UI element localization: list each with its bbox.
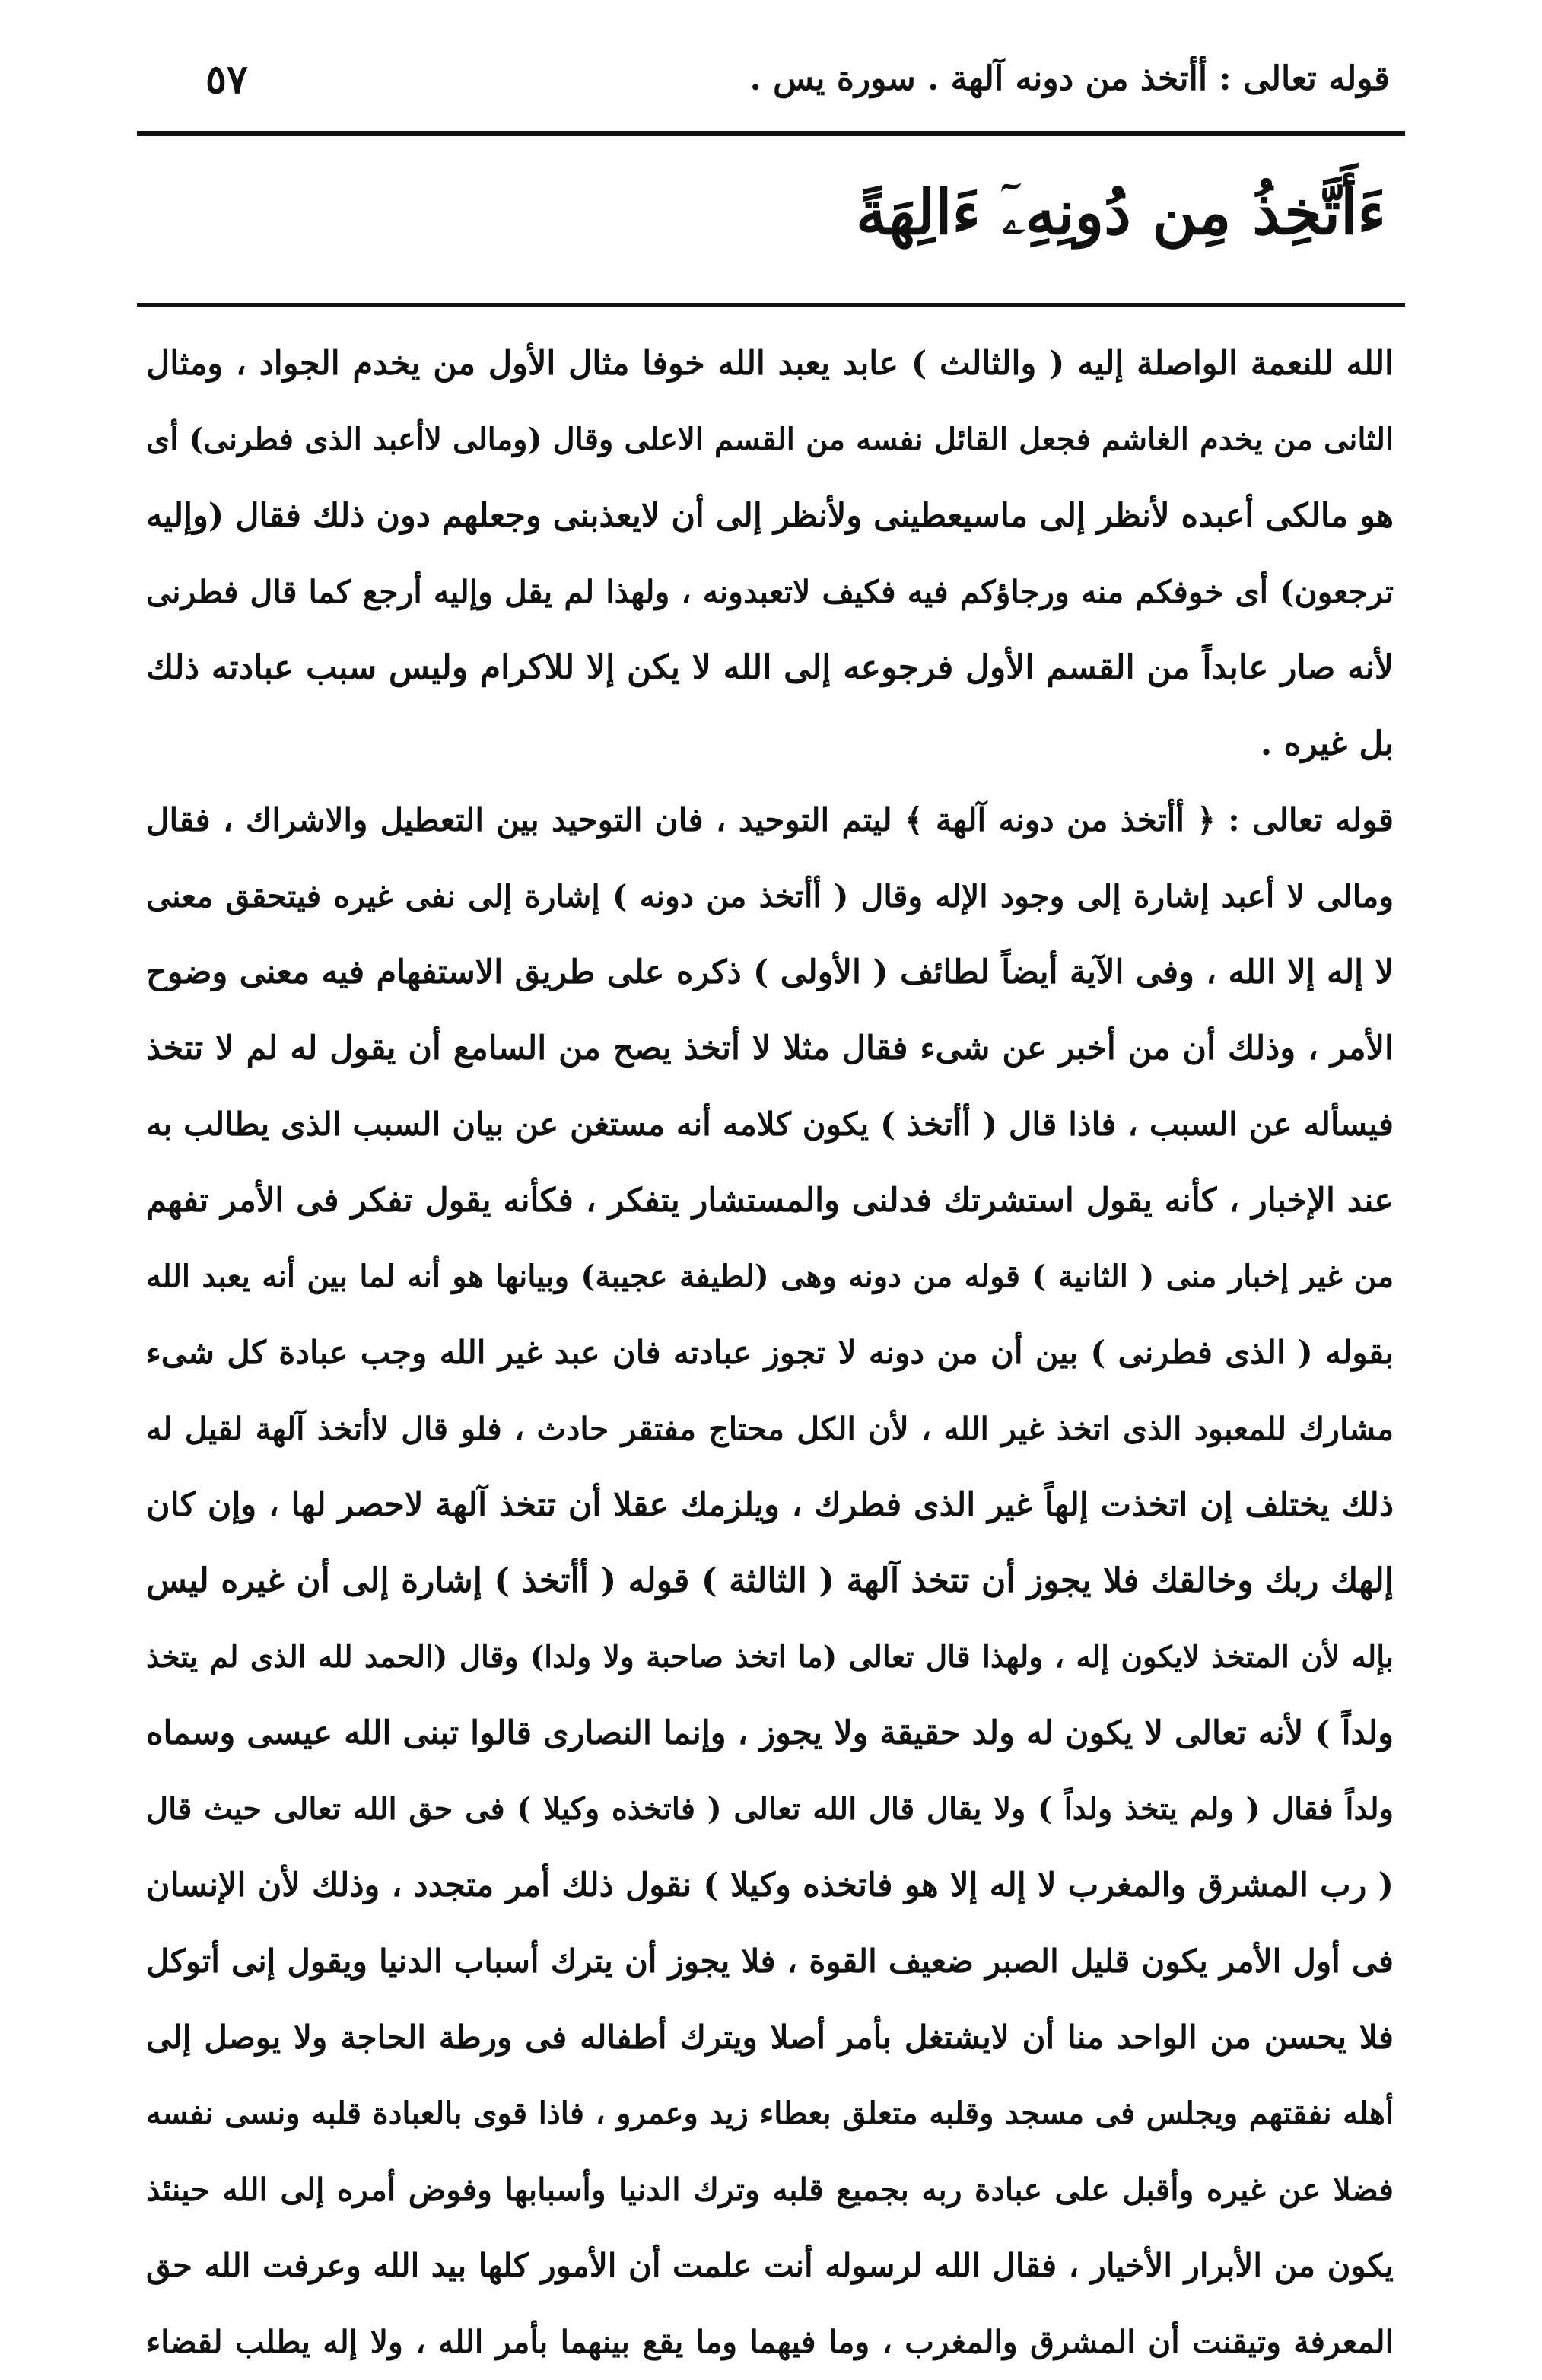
text-line: الثانى من يخدم الغاشم فجعل القائل نفسه من القسم الاعلى وقال (ومالى لاأعبد الذى فطرنى) أى <box>146 422 1394 457</box>
text-line: فى أول الأمر يكون قليل الصبر ضعيف القوة ، فلا يجوز أن يترك أسباب الدنيا ويقول إنى أتوكل <box>146 1943 1394 1980</box>
header-title: قوله تعالى : أأتخذ من دونه آلهة . سورة يس . <box>749 59 1390 98</box>
text-line: قوله تعالى : ﴿ أأتخذ من دونه آلهة ﴾ ليتم التوحيد ، فان التوحيد بين التعطيل والاشراك ، فقال <box>146 801 1394 838</box>
text-line: ولداً فقال ( ولم يتخذ ولداً ) ولا يقال قال الله تعالى ( فاتخذه وكيلا ) فى حق الله تعالى حيث قال <box>146 1791 1394 1827</box>
text-line: بإله لأن المتخذ لايكون إله ، ولهذا قال تعالى (ما اتخذ صاحبة ولا ولدا) وقال (الحمد لله الذى لم يتخذ <box>146 1640 1394 1675</box>
text-line: ترجعون) أى خوفكم منه ورجاؤكم فيه فكيف لاتعبدونه ، ولهذا لم يقل وإليه أرجع كما قال فطرنى <box>146 574 1394 610</box>
text-line: فضلا عن غيره وأقبل على عبادة ربه بجميع قلبه وترك الدنيا وأسبابها وفوض أمره إلى الله حينئذ <box>146 2172 1394 2208</box>
text-line: ولداً ) لأنه تعالى لا يكون له ولد حقيقة ولا يجوز ، وإنما النصارى قالوا تبنى الله عيسى وسماه <box>146 1714 1394 1752</box>
text-line: إلهك ربك وخالقك فلا يجوز أن تتخذ آلهة ( الثالثة ) قوله ( أأتخذ ) إشارة إلى أن غيره ليس <box>146 1561 1394 1600</box>
verse-heading: ءَأَتَّخِذُ مِن دُونِهِۦٓ ءَالِهَةً <box>856 177 1386 248</box>
heading-rule <box>137 303 1405 307</box>
text-line: بقوله ( الذى فطرنى ) بين أن من دونه لا تجوز عبادته فان عبد غير الله وجب عبادة كل شىء <box>146 1334 1394 1371</box>
text-line: أهله نفقتهم ويجلس فى مسجد وقلبه متعلق بعطاء زيد وعمرو ، فاذا قوى بالعبادة قلبه ونسى نفسه <box>146 2095 1394 2131</box>
text-line: عند الإخبار ، كأنه يقول استشرتك فدلنى والمستشار يتفكر ، فكأنه يقول تفكر فى الأمر تفهم <box>146 1182 1394 1220</box>
text-line: هو مالكى أعبده لأنظر إلى ماسيعطينى ولأنظر إلى أن لايعذبنى وجعلهم دون ذلك فقال (وإليه <box>146 497 1394 535</box>
text-line: بل غيره . <box>1260 724 1394 763</box>
text-line: ( رب المشرق والمغرب لا إله إلا هو فاتخذه وكيلا ) نقول ذلك أمر متجدد ، وذلك لأن الإنسان <box>146 1866 1394 1904</box>
text-line: الأمر ، وذلك أن من أخبر عن شىء فقال مثلا لا أتخذ يصح من السامع أن يقول له لم لا تتخذ <box>146 1029 1394 1068</box>
text-line: فلا يحسن من الواحد منا أن لايشتغل بأمر أصلا ويترك أطفاله فى ورطة الحاجة ولا يوصل إلى <box>146 2019 1394 2056</box>
text-line: من غير إخبار منى ( الثانية ) قوله من دونه وهى (لطيفة عجيبة) وبيانها هو أنه لما بين أنه يعبد الله <box>146 1258 1394 1294</box>
text-line: الله للنعمة الواصلة إليه ( والثالث ) عابد يعبد الله خوفا مثال الأول من يخدم الجواد ، ومثال <box>146 345 1394 383</box>
text-line: لأنه صار عابداً من القسم الأول فرجوعه إلى الله لا يكن إلا للاكرام وليس سبب عبادته ذلك <box>146 648 1394 687</box>
page-number: ٥٧ <box>205 56 248 103</box>
text-line: مشارك للمعبود الذى اتخذ غير الله ، لأن الكل محتاج مفتقر حادث ، فلو قال لاأتخذ آلهة لقيل له <box>146 1411 1394 1447</box>
text-line: يكون من الأبرار الأخيار ، فقال الله لرسوله أنت علمت أن الأمور كلها بيد الله وعرفت الله حق <box>146 2247 1394 2284</box>
text-line: لا إله إلا الله ، وفى الآية أيضاً لطائف ( الأولى ) ذكره على طريق الاستفهام فيه معنى وضوح <box>146 953 1394 991</box>
running-header <box>152 56 1390 120</box>
text-line: فيسأله عن السبب ، فاذا قال ( أأتخذ ) يكون كلامه أنه مستغن عن بيان السبب الذى يطالب به <box>146 1106 1394 1143</box>
text-line: ذلك يختلف إن اتخذت إلهاً غير الذى فطرك ، ويلزمك عقلا أن تتخذ آلهة لاحصر لها ، وإن كان <box>146 1486 1394 1524</box>
body-text <box>146 326 1394 2380</box>
text-line: ومالى لا أعبد إشارة إلى وجود الإله وقال ( أأتخذ من دونه ) إشارة إلى نفى غيره فيتحقق معنى <box>146 878 1394 915</box>
header-rule <box>137 131 1405 136</box>
text-line: المعرفة وتيقنت أن المشرق والمغرب ، وما فيهما وما يقع بينهما بأمر الله ، ولا إله يطلب لقضاء <box>146 2324 1394 2360</box>
